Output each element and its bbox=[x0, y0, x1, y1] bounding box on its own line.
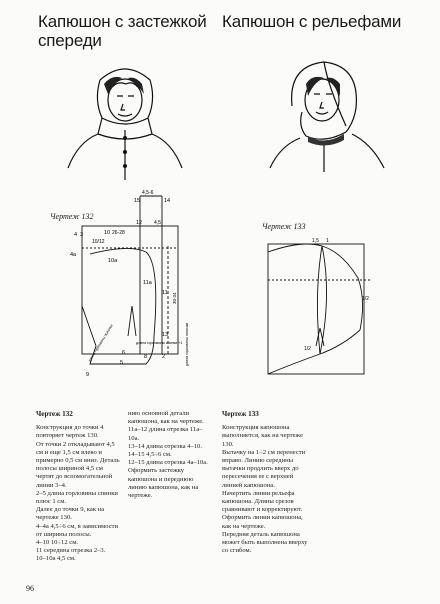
paragraph: 4–4а 4,5÷6 см, в зависимости от ширины полосы. bbox=[36, 522, 119, 538]
label-4-5-6: 4,5-6 bbox=[142, 190, 154, 196]
label-2: 2 bbox=[162, 354, 166, 360]
label-half: 1/2 bbox=[362, 296, 369, 302]
page-number: 96 bbox=[26, 584, 34, 593]
paragraph: Конструкция до точки 4 повторяет чертеж 130. bbox=[36, 424, 104, 440]
label-26-28: 26-28 bbox=[112, 230, 125, 236]
label-14: 14 bbox=[164, 198, 171, 204]
text-column-1 bbox=[36, 410, 122, 564]
paragraph: 4–10 10÷12 см. bbox=[36, 539, 79, 547]
drawing-132 bbox=[50, 186, 200, 396]
note-front-neckline-left: длина горловины полочки bbox=[87, 323, 114, 363]
paragraph: 13–14 длина отрезка 4–10. bbox=[128, 442, 203, 450]
label-9: 9 bbox=[86, 372, 90, 378]
text-column-2 bbox=[128, 410, 212, 500]
sketch-hood-reliefs bbox=[262, 56, 392, 176]
label-4-5: 4,5 bbox=[154, 220, 161, 226]
label-1: 1 bbox=[326, 238, 329, 244]
paragraph: 2–5 длина горловины спинки плюс 1 см. bbox=[36, 489, 118, 506]
label-30-34: 30-34 bbox=[172, 292, 177, 304]
label-10a: 10а bbox=[108, 258, 118, 264]
note-front-neckline-right: длина горловины полочки bbox=[185, 322, 189, 366]
paragraph: Оформить линии капюшона, как на чертеже. bbox=[222, 514, 303, 530]
label-6: 6 bbox=[122, 350, 126, 356]
paragraph: 11 середина отрезка 2–3. bbox=[36, 547, 106, 555]
text-column-3 bbox=[222, 410, 310, 555]
label-11: 11 bbox=[162, 290, 168, 296]
sketch-hood-front-closure bbox=[60, 60, 190, 180]
title-hood-reliefs: Капюшон с рельефами bbox=[222, 12, 402, 31]
note-back-neckline: длина горловины спинки +1 bbox=[136, 341, 183, 345]
caption-drawing-132: Чертеж 132 bbox=[50, 212, 94, 221]
paragraph: 10–10а 4,5 см. bbox=[36, 555, 76, 563]
paragraph: Далее до точки 9, как на чертеже 130. bbox=[36, 506, 105, 522]
paragraph: 12–15 длина отрезка 4а–10а. bbox=[128, 459, 208, 467]
label-1-2: 1/2 bbox=[304, 346, 311, 352]
paragraph: Передняя деталь капюшона может быть выполнена вверху со сгибом. bbox=[222, 530, 308, 555]
label-10-12: 10/12 bbox=[92, 239, 105, 245]
label-8: 8 bbox=[144, 354, 148, 360]
caption-drawing-133: Чертеж 133 bbox=[262, 222, 306, 231]
label-4a: 4а bbox=[70, 252, 77, 258]
label-11a: 11а bbox=[143, 280, 152, 286]
drawing-133 bbox=[262, 234, 382, 384]
paragraph: Вытачку на 1÷2 см перенести вправо. Линию середины вытачки продлить вверх до пересечения ее с верхней линией капюшона. bbox=[222, 448, 306, 489]
paragraph: 14–15 4,5÷6 см. bbox=[128, 451, 172, 459]
label-12: 12 bbox=[136, 220, 143, 226]
label-1-5: 1,5 bbox=[312, 238, 319, 244]
paragraph: От точки 2 откладывают 4,5 см и еще 1,5 см влево и примерно 0,5 см вниз. Деталь полосы шириной 4,5 см чертят до вспомогательной линии 3–4. bbox=[36, 440, 120, 489]
paragraph: нию основной детали капюшона, как на чертеже. bbox=[128, 410, 204, 426]
heading-drawing-132: Чертеж 132 bbox=[36, 410, 73, 418]
label-10: 10 bbox=[104, 230, 111, 236]
paragraph: Начертить линии рельефа капюшона. Длины срезов сравнивают и корректируют. bbox=[222, 489, 303, 514]
paragraph: Конструкция капюшона выполняется, как на чертеже 130. bbox=[222, 424, 303, 448]
paragraph: Оформить застежку капюшона и переднюю линию капюшона, как на чертеже. bbox=[128, 467, 199, 500]
paragraph: 11а–12 длина отрезка 11а–10а. bbox=[128, 426, 203, 442]
label-5: 5 bbox=[120, 360, 124, 366]
heading-drawing-133: Чертеж 133 bbox=[222, 410, 259, 418]
label-3: 3 bbox=[80, 232, 84, 238]
label-4: 4 bbox=[74, 232, 78, 238]
title-hood-front-fastener: Капюшон с застежкой спереди bbox=[38, 12, 207, 50]
label-15: 15 bbox=[134, 198, 141, 204]
label-13: 13 bbox=[162, 332, 169, 338]
